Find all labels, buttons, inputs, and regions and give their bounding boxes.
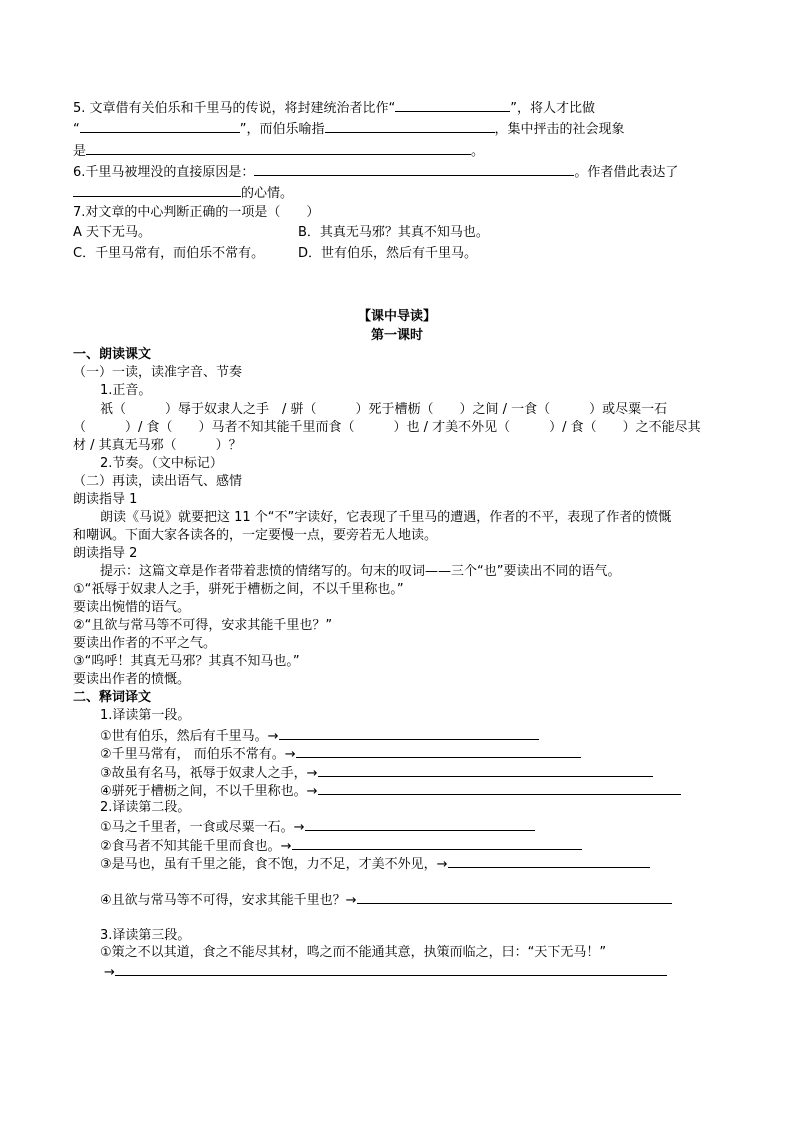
para2-sentence-4-text: ④且欲与常马等不可得，安求其能千里也？→ xyxy=(100,893,357,908)
part1-heading: 一、朗读课文 xyxy=(73,347,152,362)
guide1-line-1: 朗读《马说》就要把这 11 个“不”字读好，它表现了千里马的遭遇，作者的不平，表现了作者的愤慨 xyxy=(100,510,672,525)
q5-blank-bole[interactable] xyxy=(325,119,495,133)
part1-sub1: （一）一读，读准字音、节奏 xyxy=(73,365,243,380)
pronunciation-line-1: 祇（ ）辱于奴隶人之手 / 骈（ ）死于槽枥（ ）之间 / 一食（ ）或尽粟一石 xyxy=(100,402,668,417)
para1-blank-4[interactable] xyxy=(318,781,681,795)
para2-sentence-3-text: ③是马也，虽有千里之能，食不饱，力不足，才美不外见，→ xyxy=(100,857,448,872)
q5-blank-talent[interactable] xyxy=(80,119,240,133)
q5-blank-ruler[interactable] xyxy=(395,98,510,112)
q6-text-3: 的心情。 xyxy=(241,186,294,201)
para3-answer-line xyxy=(104,962,667,980)
para1-sentence-4-text: ④骈死于槽枥之间，不以千里称也。→ xyxy=(100,784,318,799)
q5-text-3: “ xyxy=(73,122,80,137)
q7-option-c[interactable]: C．千里马常有，而伯乐不常有。 xyxy=(73,246,265,261)
para1-sentence-1 xyxy=(100,726,539,744)
para3-title: 3.译读第三段。 xyxy=(100,928,191,943)
para1-sentence-2-text: ②千里马常有， 而伯乐不常有。→ xyxy=(100,747,296,762)
pronunciation-line-2: （ ）/ 食（ ）马者不知其能千里而食（ ）也 / 才美不外见（ ）/ 食（ ）之不能尽其 xyxy=(73,420,701,435)
para1-sentence-3-text: ③故虽有名马，祇辱于奴隶人之手，→ xyxy=(100,766,318,781)
q6-text-2: 。作者借此表达了 xyxy=(574,165,679,180)
guide2-title: 朗读指导 2 xyxy=(73,546,138,561)
example-1-note: 要读出惋惜的语气。 xyxy=(73,600,191,615)
para1-title: 1.译读第一段。 xyxy=(100,708,191,723)
para2-sentence-1 xyxy=(100,817,535,835)
para1-blank-3[interactable] xyxy=(318,763,653,777)
para3-blank-1[interactable] xyxy=(115,962,667,976)
para2-title: 2.译读第二段。 xyxy=(100,800,191,815)
part1-sub2: （二）再读，读出语气、感情 xyxy=(73,474,243,489)
part1-item2: 2.节奏。（文中标记） xyxy=(100,456,223,471)
q6-text-1: 6.千里马被埋没的直接原因是： xyxy=(73,165,255,180)
guide2-line-1: 提示：这篇文章是作者带着悲愤的情绪写的。句末的叹词——三个“也”要读出不同的语气。 xyxy=(100,564,621,579)
para2-sentence-1-text: ①马之千里者，一食或尽粟一石。→ xyxy=(100,820,305,835)
para1-blank-1[interactable] xyxy=(279,726,539,740)
example-3-note: 要读出作者的愤慨。 xyxy=(73,672,191,687)
q6-line1 xyxy=(73,162,678,180)
para2-blank-4[interactable] xyxy=(357,890,672,904)
q6-blank-feeling[interactable] xyxy=(73,183,241,197)
para2-sentence-2 xyxy=(100,836,582,854)
lesson-title: 第一课时 xyxy=(370,328,423,343)
part1-item1: 1.正音。 xyxy=(100,383,152,398)
q7-stem: 7.对文章的中心判断正确的一项是（ ） xyxy=(73,205,320,220)
para1-sentence-4 xyxy=(100,781,681,799)
para3-sentence-1: ①策之不以其道，食之不能尽其材，鸣之而不能通其意，执策而临之，曰：“天下无马！” xyxy=(100,945,607,960)
q5-text-7: 。 xyxy=(471,144,485,159)
para2-sentence-4 xyxy=(100,890,672,908)
q5-line2 xyxy=(73,119,625,137)
q5-text-5: ，集中抨击的社会现象 xyxy=(494,122,625,137)
para2-blank-2[interactable] xyxy=(292,836,582,850)
example-2-note: 要读出作者的不平之气。 xyxy=(73,636,217,651)
example-2: ②“且欲与常马等不可得，安求其能千里也？” xyxy=(73,618,333,633)
q5-text-4: ”，而伯乐喻指 xyxy=(239,122,325,137)
para2-sentence-2-text: ②食马者不知其能千里而食也。→ xyxy=(100,839,292,854)
arrow-icon: → xyxy=(104,965,115,980)
part2-heading: 二、释词译文 xyxy=(73,690,152,705)
example-1: ①“祇辱于奴隶人之手，骈死于槽枥之间，不以千里称也。” xyxy=(73,582,404,597)
para1-sentence-2 xyxy=(100,744,581,762)
para1-sentence-1-text: ①世有伯乐，然后有千里马。→ xyxy=(100,729,279,744)
para2-blank-3[interactable] xyxy=(448,854,650,868)
q5-line1 xyxy=(73,98,595,116)
q5-text-6: 是 xyxy=(73,144,87,159)
para2-blank-1[interactable] xyxy=(305,817,535,831)
guide1-line-2: 和嘲讽。下面大家各读各的，一定要慢一点，要旁若无人地读。 xyxy=(73,528,438,543)
para2-sentence-3 xyxy=(100,854,650,872)
section-title: 【课中导读】 xyxy=(357,309,436,324)
pronunciation-line-3: 材 / 其真无马邪（ ）？ xyxy=(73,438,242,453)
para1-blank-2[interactable] xyxy=(296,744,581,758)
guide1-title: 朗读指导 1 xyxy=(73,492,138,507)
q5-text-2: ”，将人才比做 xyxy=(510,101,596,116)
q7-option-b[interactable]: B．其真无马邪？其真不知马也。 xyxy=(298,225,489,240)
q7-option-d[interactable]: D．世有伯乐，然后有千里马。 xyxy=(298,246,478,261)
q5-blank-phenomenon[interactable] xyxy=(86,141,471,155)
q5-text-1: 5. 文章借有关伯乐和千里马的传说，将封建统治者比作“ xyxy=(73,101,396,116)
example-3: ③“呜呼！其真无马邪？其真不知马也。” xyxy=(73,654,300,669)
q5-line3 xyxy=(73,141,484,159)
q7-option-a[interactable]: A 天下无马。 xyxy=(73,225,152,240)
q6-blank-reason[interactable] xyxy=(254,162,574,176)
para1-sentence-3 xyxy=(100,763,653,781)
q6-line2 xyxy=(73,183,293,201)
